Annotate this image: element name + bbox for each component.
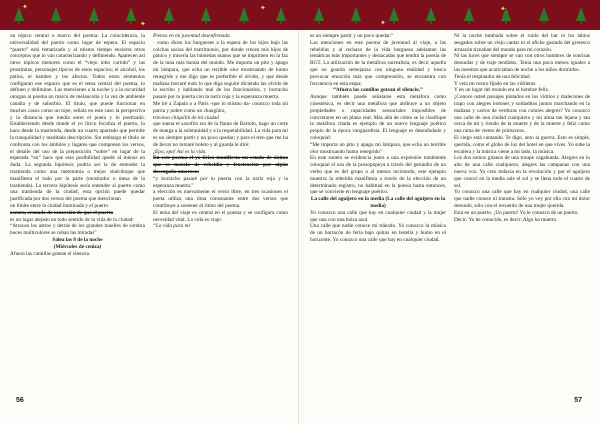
snowflake-icon: ✦	[260, 4, 266, 12]
poem-subheading: (Miércoles de ceniza)	[53, 243, 102, 250]
left-page-column-2	[149, 30, 292, 408]
poem-line: Pienso en mi juventud desenfrenada	[153, 33, 230, 39]
christmas-tree-icon	[126, 7, 136, 21]
paragraph: un límite entre la ciudad iluminada y el puerto	[10, 202, 108, 209]
poem-stanza: El ciego está cantando. Te digo, amo la guerra. Esto es simple, querida, como el globo de luz del hotel en que vives. Yo sube la escalera y la música viene a mi lado, la música.	[454, 134, 590, 155]
paragraph: un tópico central o marco del poema: La coincidencia, la universalidad del puerto como lugar de espera. El espacio “puerto” está tematizado y al mismo tiempo encierra otros conceptos que lo van caracterizando y definiendo. Aparecen así otros tópicos menores como el “viejo lobo curtido” y las prostitutas, personajes típicos de estos espacios; el alcohol, los patios, el hambre y los afectos. Todos estos elementos configuran ese espacio que es el tema central del poema, lo definen y delimitan. Las menciones a la noche y a la oscuridad otorgan al poema un marco de melancolía y la vez de ambiente canalla y de suburbio. El título, que puede funcionar en muchos casos como un tope, señala en este caso la perspectiva y la distancia que media entre el poeta y lo poetizado. Estableciendo desde donde el yo lírico focaliza el puerto, lo hace desde la trastienda, desde un cuarto apartado que permite la tranquilidad y meditada descripción. Sin embargo el título se confronta con los ámbitos y lugares que componen los versos, el detalle del uso de la preposición “sobre” en lugar de la esperada “en” hace que esta posibilidad quede al menos en duda. La segunda hipótesis podría ser la de entender la trastienda como una metonimia o mejor sinécdoque que manifiesta el todo por la parte (mostrador o mesa de la trastienda). La tercera hipótesis sería entender al puerto como una trastienda de la ciudad, esta opción puede quedar justificada por dos versos del poema que mencionan	[10, 33, 145, 203]
christmas-tree-icon	[314, 7, 324, 21]
poem-line: ¡Epa, epa! Así es la vida.	[153, 148, 207, 155]
poem-stanza: Yo conozco una calle que hay en cualquier ciudad, una calle que nadie conoce ni transita. Sólo yo voy por ella con mi dolor desnudo, sólo con el recuerdo de una mujer querida.	[454, 189, 590, 209]
poem-heading: Salea las 8 de la noche	[52, 236, 103, 243]
paragraph: Aunque también puede señalarse esta metáfora como cinestésica, es decir una metáfora que atribuye a un objeto propiedades o capacidades sensoriales imposibles de concretarse en un plano real. Más allá de cómo se la clasifique la metáfora citada es ejemplo de un nuevo lenguaje poético propio de la época vanguardista. El lenguaje es desenfadado y coloquial:	[310, 94, 446, 141]
poem-stanza: Ni las luces que siempre se van con otros hombres de sonrisas desnudas y de traje tendidos. Tenía una poca menos iguales a las nuestras que acariciaban de noche a los niños dormidos.	[454, 53, 590, 73]
decorative-banner	[0, 0, 600, 30]
poem-stanza: es un siempre partir y un poco quedar; y para el tren que me ha de llevar no tomaré boleto y al guarda le diré:	[153, 134, 288, 148]
paragraph: es un lugar alejado en todo sentido de la vida de la ciudad:	[10, 216, 134, 223]
poem-heading: La calle del aguijero en la media (La calle del aguijero en la media)	[310, 196, 446, 209]
poem-line: Está en un puerto. ¡Un puerto! Yo le conozco de un puerto.	[454, 209, 579, 216]
left-page	[6, 30, 292, 408]
poem-line: Afuera las camillas gotean el silencio.	[10, 250, 91, 257]
poem-stanza: Ni la noche tumbada sobre el ruido del bar ni los labios sesgados sobre un viejo cantar ni el afiche gastado del grotesco armazón tiznaban del mundo para mi corazón.	[454, 33, 590, 53]
page-number: 56	[16, 397, 24, 404]
christmas-tree-icon	[576, 7, 586, 21]
quote: “y borracho pasaré por tu puerta con la nariz roja y la esperanza muerta.”	[153, 175, 288, 189]
snowflake-icon: ✦	[140, 20, 146, 28]
left-page-column-1	[6, 30, 149, 408]
christmas-tree-icon	[389, 7, 399, 21]
poem-stanza: que suena el saxofón rso de la flauta de Bartolo, hago un corte de manga a la solemnidad y a la respetabilidad. La vida para mí	[153, 121, 288, 135]
poem-line: Decir: Yo he conocido, es decir: Algo ha muerto.	[454, 216, 558, 223]
christmas-tree-icon	[351, 7, 361, 21]
poem-stanza: · como dicen los burgueses a la espera de los hijos bajo las colchas sucias del matrimonio, por donde crecen mis hijos de pánico y miseria las húmedas manos que se imprimen en la faz de la luna más barata del mundo. Me importa un pito y apago mi lámpara, que echa un terrible olor mostruando de humo renegrido y me digo que es preferible el olvido, y que desde mañana borraré todo lo que diga seguiré diciendo las olvido de la escribo y hablando mal de los funcionarios, y borracho pasaré por tu puerta con la nariz roja y la esperanza muerta.	[153, 39, 288, 101]
paragraph: Las menciones en este poema de juventud al viaje, a las rebeldías y al rechazo de la vida burguesa adelantan las temáticas más importantes y destacadas que tendrá la poesía de RGT. La utilización de la metáfora surrealista, es decir aquella que no guarda semejanza con ninguna realidad y busca provocar emoción más que comprensión, se encuentra con frecuencia en esta etapa:	[310, 39, 446, 87]
christmas-tree-icon	[51, 7, 61, 21]
christmas-tree-icon	[164, 7, 174, 21]
quote: “La vida para mí	[153, 223, 190, 230]
christmas-tree-icon	[539, 7, 549, 21]
christmas-tree-icon	[89, 7, 99, 21]
poem-line: travieso chiquilín de mi ciudad	[153, 114, 219, 121]
poem-line: Y veía mi rostro fijado en las vidrieras	[454, 80, 536, 87]
christmas-tree-icon	[464, 7, 474, 21]
poem-line: Tenía el resplandor de una felicidad	[454, 73, 530, 80]
right-page	[306, 30, 594, 408]
right-page-column-1	[306, 30, 450, 408]
christmas-tree-icon	[426, 7, 436, 21]
paragraph-struck: oscuro, cruzado de concesión de que el puerto	[10, 209, 114, 216]
paragraph: El tema del viaje es central en el poema y se configura como necesidad vital. La vida es viaje:	[153, 209, 288, 223]
poem-stanza: Una calle que nadie conoce mi tránsito. Yo conozco la música de un barracón de feria bajo quitos en botella y humo en el horizonte. Yo conozco una calle que hay en cualquier ciudad.	[310, 223, 446, 243]
snowflake-icon: ✦	[380, 19, 386, 27]
quote: “Afuera las camillas gotean el silencio.”	[333, 87, 423, 94]
poem-stanza: Los dos somos gitanos de una troupe vagabunda. Alegres en lo alto de una calle cualquiera, alegres las campanas con una nueva voz. Yo creo todavía en la revolución y por el aguijero que conocí en la media sale el sol y se llena todo el cuarto de sol.	[454, 155, 590, 189]
poem-stanza: Yo conozco una calle que hay en cualquier ciudad y la mujer que una con una bolsa azul.	[310, 209, 446, 223]
christmas-tree-icon	[239, 7, 249, 21]
quote: es un siempre partir y un poco quedar.”	[310, 33, 394, 39]
page-gutter	[298, 30, 299, 424]
christmas-tree-icon	[276, 7, 286, 21]
snowflake-icon: ✦	[500, 5, 506, 13]
snowflake-icon: ✦	[22, 3, 28, 11]
poem-stanza: ¿Conoce usted paisajes pintados en los vidrios y malecones de trapo con alegres botones y soldaditos juntos marchando en la mañana y carros de verduras con colores alegres? Yo conozco una calle de una ciudad cualquiera y mi alma tan lejana y tan cerca de mí y riendo de la muerte y de la muerte y feliz como una rama de viento de primavera.	[454, 94, 590, 135]
right-page-column-2	[450, 30, 594, 408]
paragraph: En este soneto se evidencia junto a una expresión totalmente coloquial el uso de la prosopopeya a través del gerundio de un verbo que es del grupo o al menos incómodo, este ejemplo muestra la rebeldía manifiesta a través de la elección de un determinado registro, no habitual en la poesía hasta entonces, que se convierte en lenguaje poético.	[310, 155, 446, 196]
christmas-tree-icon	[201, 7, 211, 21]
poem-line: Y en un lugar del mundo era el hombre feliz.	[454, 87, 550, 94]
paragraph: a elección es nuevamente el verso libre, en tres ocasiones el poeta utiliza una rima consonante entre dos versos que contribuye a sostener el ritmo del poema.	[153, 189, 288, 209]
quote: “Me importa un pito y apago mi lámpara, que echa un terrible olor mostruando humo renegrido”	[310, 141, 446, 155]
paragraph-struck: En este poema el yo lírico manifiesta un estado de ánimo que es mezcla de rebeldía y frustración por algún desengaño amoroso:	[153, 155, 288, 175]
quote: “Atracan los astros y detrás de los grandes muelles de sombra buces multicolores se roban las miradas”	[10, 223, 145, 237]
poem-stanza: Me iré a Zapala o a París -que lo mismo da- conozco toda mi patria y pobre como un changüito,	[153, 100, 288, 114]
page-number: 57	[574, 397, 582, 404]
